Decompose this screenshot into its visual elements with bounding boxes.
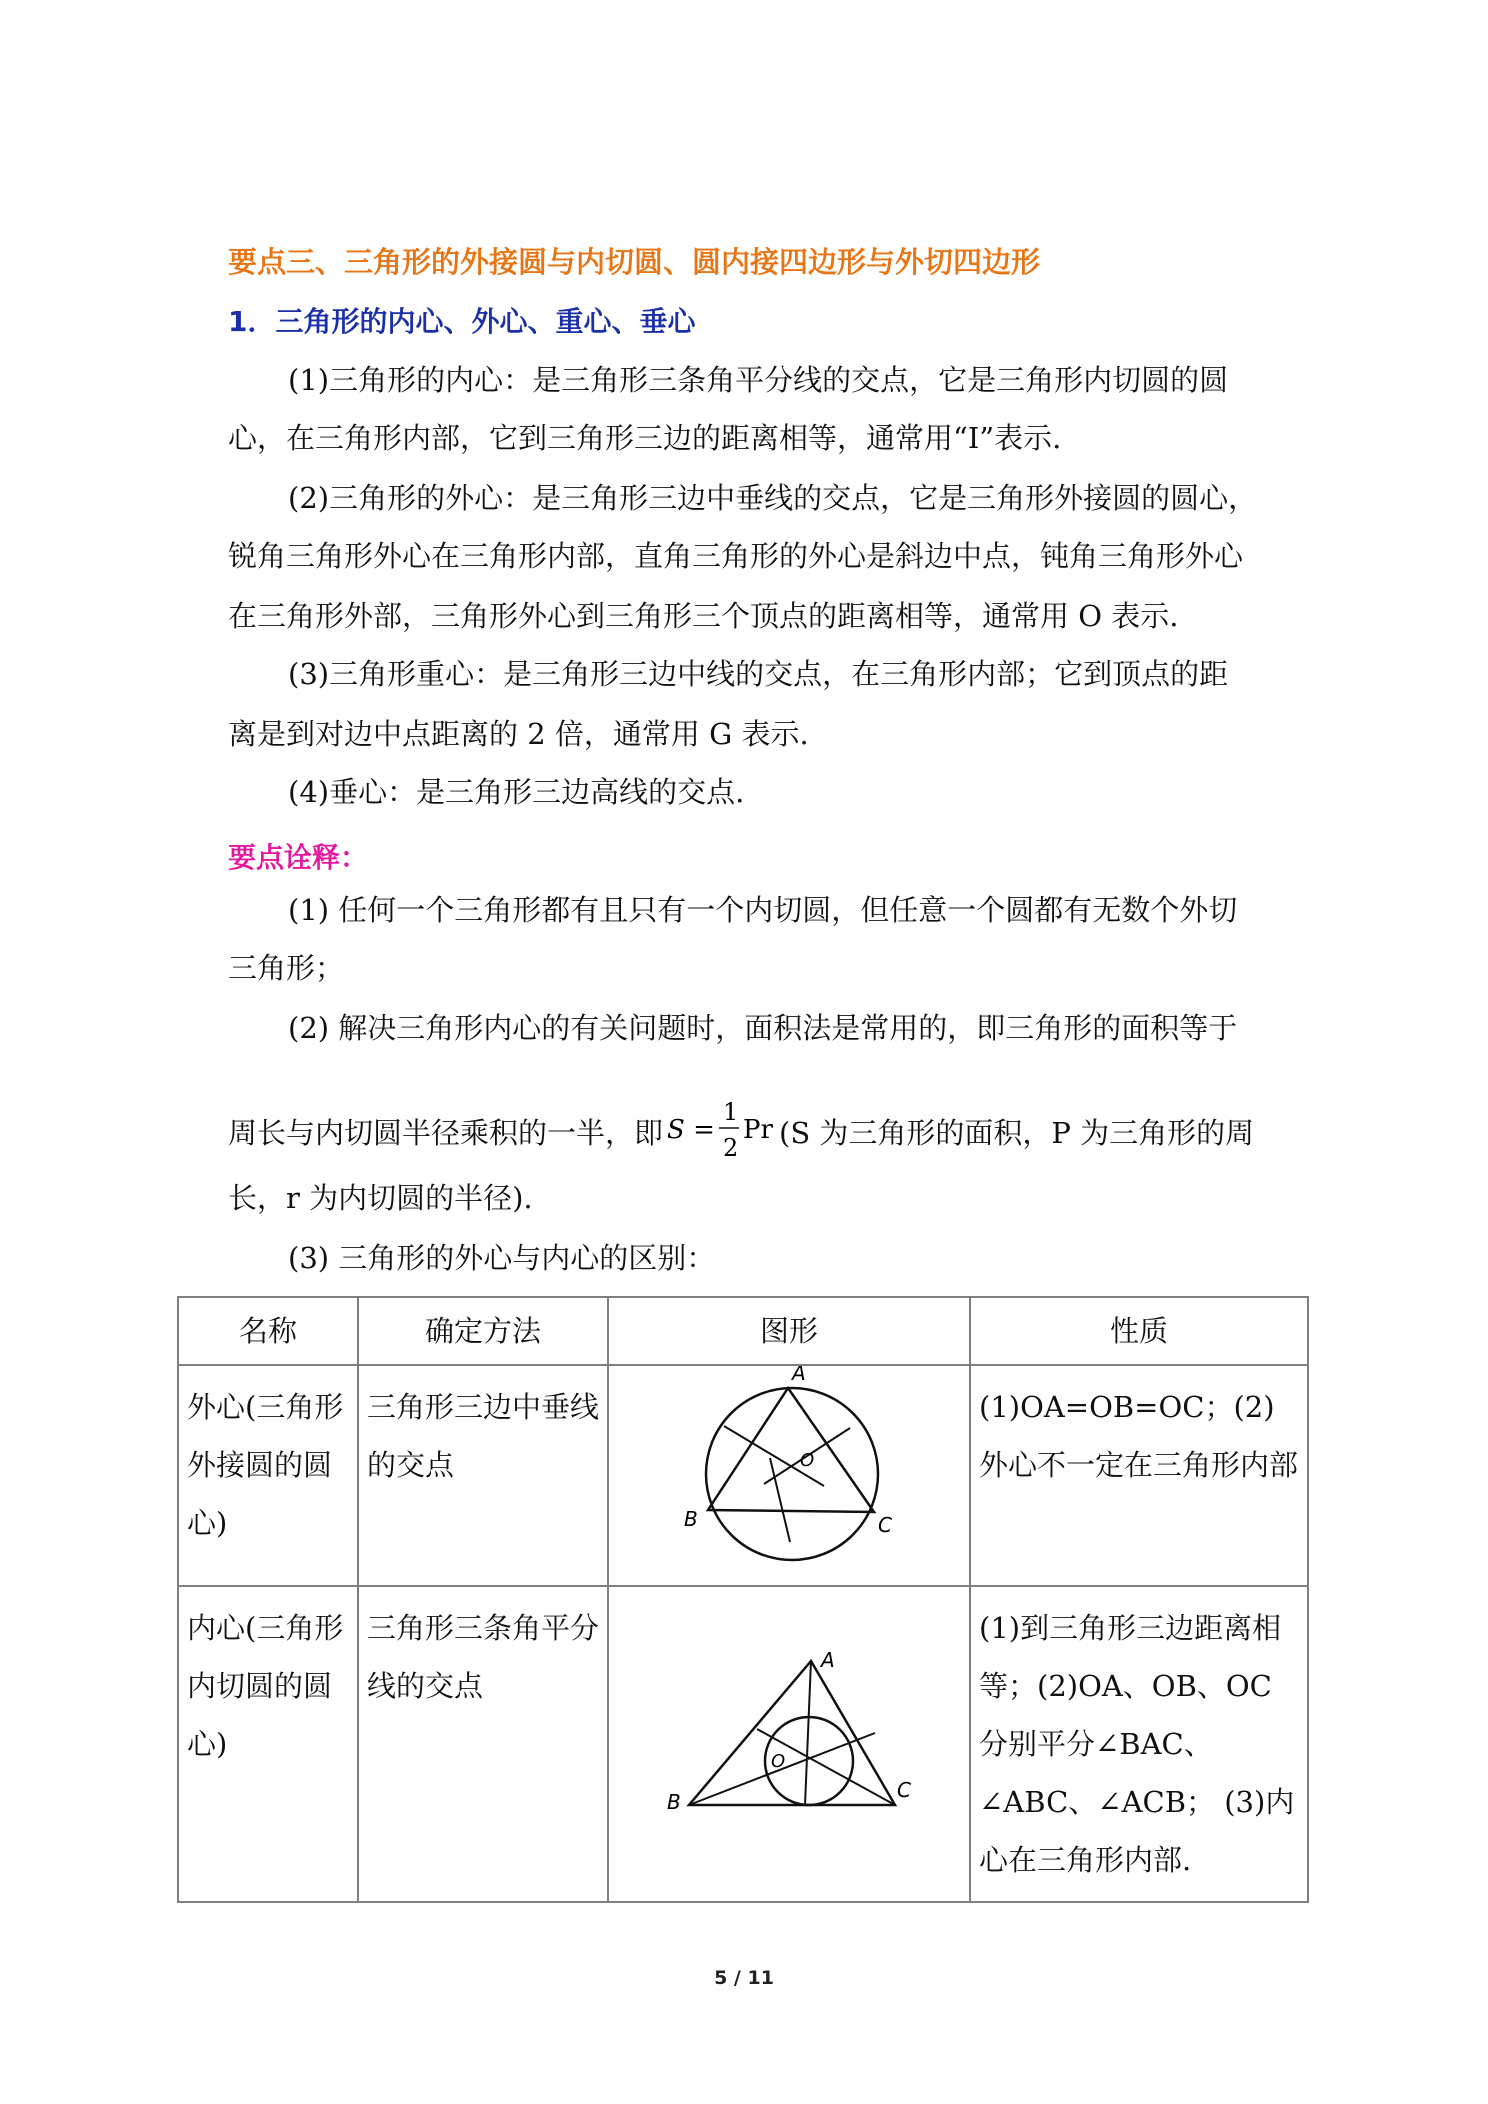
property-cell: (1)到三角形三边距离相等；(2)OA、OB、OC 分别平分∠BAC、∠ABC、∠ACB； (3)内心在三角形内部. [970,1586,1308,1902]
formula-rhs: Pr [743,1115,773,1145]
vertex-label-b: B [667,1789,681,1814]
formula-lhs: S = [667,1115,715,1145]
paragraph-line: (3)三角形重心：是三角形三边中线的交点，在三角形内部；它到顶点的距 [288,657,1229,691]
note-line: (2) 解决三角形内心的有关问题时，面积法是常用的，即三角形的面积等于 [288,1011,1238,1045]
paragraph-line: (4)垂心：是三角形三边高线的交点. [288,775,745,809]
formula-denominator: 2 [723,1134,739,1162]
comparison-table [177,1296,1309,1903]
vertex-label-b: B [684,1507,698,1531]
triangle [689,1661,895,1805]
vertex-label-a: A [792,1366,806,1385]
page-number: 5 / 11 [714,1967,774,1989]
note-line-with-formula [228,1090,1254,1180]
incircle-figure [659,1635,919,1835]
name-cell: 内心(三角形内切圆的圆心) [178,1586,358,1902]
method-cell: 三角形三边中垂线的交点 [358,1365,608,1586]
note-text: (S 为三角形的面积，P 为三角形的周 [779,1116,1255,1150]
note-line: (3) 三角形的外心与内心的区别： [288,1241,716,1275]
table-header-cell: 图形 [608,1297,970,1365]
paragraph-line: 锐角三角形外心在三角形内部，直角三角形的外心是斜边中点，钝角三角形外心 [228,539,1244,573]
note-line: 长，r 为内切圆的半径). [228,1181,533,1215]
name-cell: 外心(三角形外接圆的圆心) [178,1365,358,1586]
table-header-row [178,1297,1308,1365]
figure-cell [608,1365,970,1586]
table-row [178,1365,1308,1586]
circumcircle-figure [664,1366,914,1566]
paragraph-line: 在三角形外部，三角形外心到三角形三个顶点的距离相等，通常用 O 表示. [228,599,1179,633]
angle-bisector [805,1661,811,1805]
note-line: (1) 任何一个三角形都有且只有一个内切圆，但任意一个圆都有无数个外切 [288,893,1238,927]
note-text: 周长与内切圆半径乘积的一半，即 [228,1116,664,1150]
table-header-cell: 确定方法 [358,1297,608,1365]
vertex-label-c: C [897,1777,911,1802]
figure-cell [608,1586,970,1902]
table-header-cell: 名称 [178,1297,358,1365]
paragraph-line: 离是到对边中点距离的 2 倍，通常用 G 表示. [228,717,809,751]
section-title: 要点三、三角形的外接圆与内切圆、圆内接四边形与外切四边形 [228,245,1041,279]
paragraph-line: (2)三角形的外心：是三角形三边中垂线的交点，它是三角形外接圆的圆心， [288,481,1258,515]
formula-numerator: 1 [723,1098,739,1126]
area-formula-svg [667,1090,775,1170]
perpendicular-bisector [770,1458,790,1542]
table-header-cell: 性质 [970,1297,1308,1365]
vertex-label-c: C [878,1513,892,1537]
area-formula [667,1090,775,1180]
center-label-o: O [800,1450,815,1471]
triangle [708,1388,874,1512]
table-row [178,1586,1308,1902]
subsection-title: 1．三角形的内心、外心、重心、垂心 [228,305,696,338]
notes-title: 要点诠释： [228,841,369,874]
center-label-o: O [771,1750,786,1772]
paragraph-line: (1)三角形的内心：是三角形三条角平分线的交点，它是三角形内切圆的圆 [288,363,1229,397]
paragraph-line: 心，在三角形内部，它到三角形三边的距离相等，通常用“I”表示. [228,421,1062,455]
vertex-label-a: A [821,1647,835,1672]
property-cell: (1)OA=OB=OC；(2)外心不一定在三角形内部 [970,1365,1308,1586]
method-cell: 三角形三条角平分线的交点 [358,1586,608,1902]
note-line: 三角形； [228,951,345,985]
